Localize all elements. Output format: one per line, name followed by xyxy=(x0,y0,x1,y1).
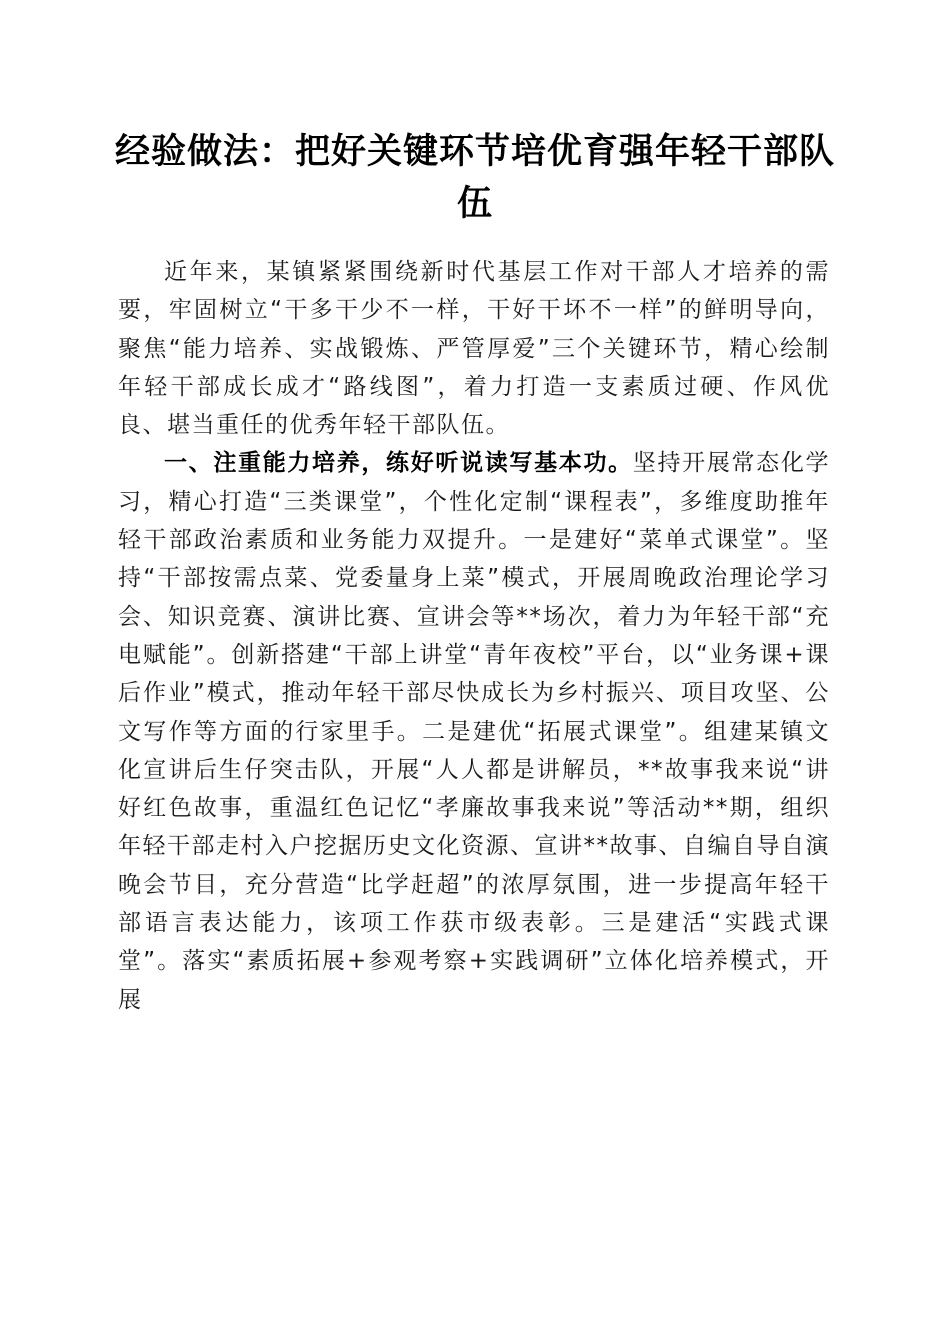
paragraph-text: 坚持开展常态化学习，精心打造“三类课堂”，个性化定制“课程表”，多维度助推年轻干部政治素质和业务能力双提升。一是建好“菜单式课堂”。坚持“干部按需点菜、党委量身上菜”模式，开展周晚政治理论学习会、知识竞赛、演讲比赛、宣讲会等**场次，着力为年轻干部“充电赋能”。创新搭建“干部上讲堂“青年夜校”平台，以“业务课+课后作业”模式，推动年轻干部尽快成长为乡村振兴、项目攻坚、公文写作等方面的行家里手。二是建优“拓展式课堂”。组建某镇文化宣讲后生仔突击队，开展“人人都是讲解员，**故事我来说“讲好红色故事，重温红色记忆“孝廉故事我来说”等活动**期，组织年轻干部走村入户挖据历史文化资源、宣讲**故事、自编自导自演晚会节目，充分营造“比学赶超”的浓厚氛围，进一步提高年轻干部语言表达能力，该项工作获市级表彰。三是建活“实践式课堂”。落实“素质拓展+参观考察+实践调研”立体化培养模式，开展 xyxy=(118,450,831,1013)
paragraph-section-1 xyxy=(118,444,830,1018)
paragraph-text: 近年来，某镇紧紧围绕新时代基层工作对干部人才培养的需要，牢固树立“干多干少不一样，干好干坏不一样”的鲜明导向，聚焦“能力培养、实战锻炼、严管厚爱”三个关键环节，精心绘制年轻干部成长成才“路线图”，着力打造一支素质过硬、作风优良、堪当重任的优秀年轻干部队伍。 xyxy=(118,259,830,439)
paragraph-intro xyxy=(118,253,830,444)
document-body xyxy=(118,253,830,1019)
section-heading: 一、注重能力培养，练好听说读写基本功。 xyxy=(164,450,633,477)
document-title: 经验做法：把好关键环节培优育强年轻干部队伍 xyxy=(114,131,835,224)
